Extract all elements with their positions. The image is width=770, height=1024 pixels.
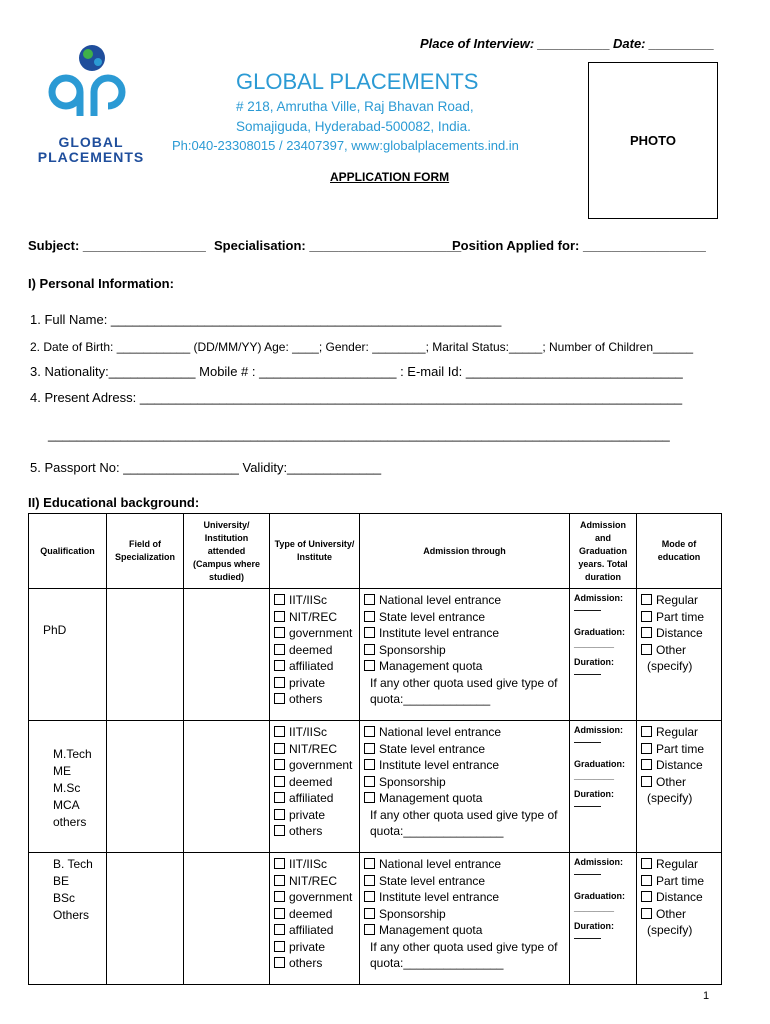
- checkbox[interactable]: [274, 908, 285, 919]
- type-option[interactable]: deemed: [274, 774, 355, 791]
- specialisation-field[interactable]: Specialisation: _____________________: [214, 238, 462, 253]
- checkbox[interactable]: [641, 726, 652, 737]
- checkbox[interactable]: [274, 677, 285, 688]
- mode-option[interactable]: Part time: [641, 741, 717, 758]
- position-field[interactable]: Position Applied for: _________________: [452, 238, 706, 253]
- checkbox[interactable]: [274, 891, 285, 902]
- admission-cell: [360, 853, 570, 985]
- type-option[interactable]: IIT/IISc: [274, 856, 355, 873]
- years-cell[interactable]: Admission: ——— Graduation: ________ Duration: ———: [570, 721, 637, 853]
- checkbox[interactable]: [641, 759, 652, 770]
- mode-option[interactable]: Part time: [641, 609, 717, 626]
- checkbox[interactable]: [364, 644, 375, 655]
- type-option[interactable]: government: [274, 889, 355, 906]
- admission-option[interactable]: Management quota: [364, 658, 565, 675]
- specify-label: (specify): [647, 923, 693, 937]
- mode-option[interactable]: Regular: [641, 856, 717, 873]
- col-type: Type of University/ Institute: [270, 514, 360, 589]
- checkbox[interactable]: [364, 611, 375, 622]
- qualification-cell: M.Tech ME M.Sc MCA others: [29, 721, 107, 853]
- type-cell: [270, 721, 360, 853]
- type-option[interactable]: deemed: [274, 642, 355, 659]
- checkbox[interactable]: [641, 627, 652, 638]
- admission-option[interactable]: State level entrance: [364, 741, 565, 758]
- university-cell[interactable]: [184, 721, 270, 853]
- checkbox[interactable]: [274, 644, 285, 655]
- admission-option[interactable]: Institute level entrance: [364, 625, 565, 642]
- page-number: 1: [703, 990, 710, 1002]
- mode-option[interactable]: Other: [641, 906, 717, 923]
- type-option[interactable]: affiliated: [274, 790, 355, 807]
- mode-cell: [637, 721, 722, 853]
- checkbox[interactable]: [641, 743, 652, 754]
- checkbox[interactable]: [274, 660, 285, 671]
- address-line1: # 218, Amrutha Ville, Raj Bhavan Road,: [236, 99, 474, 114]
- checkbox[interactable]: [364, 792, 375, 803]
- university-cell[interactable]: [184, 853, 270, 985]
- logo-text-global: GLOBAL: [58, 134, 124, 150]
- checkbox[interactable]: [364, 776, 375, 787]
- type-option[interactable]: IIT/IISc: [274, 592, 355, 609]
- type-option[interactable]: deemed: [274, 906, 355, 923]
- mode-option[interactable]: Distance: [641, 757, 717, 774]
- checkbox[interactable]: [274, 594, 285, 605]
- mode-option[interactable]: Distance: [641, 889, 717, 906]
- mode-cell: [637, 853, 722, 985]
- company-name: GLOBAL PLACEMENTS: [236, 69, 479, 94]
- admission-option[interactable]: Management quota: [364, 790, 565, 807]
- type-option[interactable]: private: [274, 939, 355, 956]
- personal-info-heading: I) Personal Information:: [28, 276, 174, 291]
- type-cell: [270, 589, 360, 721]
- education-heading: II) Educational background:: [28, 495, 200, 510]
- checkbox[interactable]: [364, 743, 375, 754]
- checkbox[interactable]: [274, 776, 285, 787]
- admission-option[interactable]: Sponsorship: [364, 642, 565, 659]
- nationality-line[interactable]: 3. Nationality:____________ Mobile # : ___________________ : E-mail Id: ______________________________: [30, 364, 683, 379]
- form-title: APPLICATION FORM: [330, 170, 450, 184]
- qualification-cell: [29, 589, 107, 721]
- mode-cell: [637, 589, 722, 721]
- admission-option[interactable]: Sponsorship: [364, 774, 565, 791]
- checkbox[interactable]: [641, 858, 652, 869]
- mode-option[interactable]: Regular: [641, 724, 717, 741]
- admission-option[interactable]: National level entrance: [364, 856, 565, 873]
- checkbox[interactable]: [364, 726, 375, 737]
- passport-line[interactable]: 5. Passport No: ________________ Validity:_____________: [30, 460, 382, 475]
- place-of-interview: Place of Interview: __________: [420, 36, 611, 51]
- checkbox[interactable]: [274, 941, 285, 952]
- checkbox[interactable]: [274, 858, 285, 869]
- type-option[interactable]: others: [274, 955, 355, 972]
- qualification: PhD: [43, 623, 67, 637]
- address-field[interactable]: 4. Present Adress: ___________________________________________________________________________: [30, 390, 683, 405]
- checkbox[interactable]: [364, 759, 375, 770]
- admission-option[interactable]: State level entrance: [364, 609, 565, 626]
- education-table: [28, 513, 722, 985]
- logo-text-placements: PLACEMENTS: [37, 149, 145, 165]
- type-option[interactable]: government: [274, 625, 355, 642]
- full-name-field[interactable]: 1. Full Name: ______________________________________________________: [30, 312, 502, 327]
- field-cell[interactable]: [107, 589, 184, 721]
- type-option[interactable]: affiliated: [274, 922, 355, 939]
- field-cell[interactable]: [107, 721, 184, 853]
- admission-option[interactable]: National level entrance: [364, 592, 565, 609]
- subject-field[interactable]: Subject: _________________: [28, 238, 206, 253]
- mode-option[interactable]: Regular: [641, 592, 717, 609]
- dob-line[interactable]: 2. Date of Birth: ___________ (DD/MM/YY) Age: ____; Gender: ________; Marital Status:_____; Number of Children______: [30, 340, 694, 354]
- years-cell[interactable]: Admission: ——— Graduation: ________ Duration: ———: [570, 853, 637, 985]
- admission-option[interactable]: National level entrance: [364, 724, 565, 741]
- company-logo: [26, 40, 156, 165]
- photo-box: [588, 62, 718, 219]
- mode-option[interactable]: Distance: [641, 625, 717, 642]
- mode-option[interactable]: Part time: [641, 873, 717, 890]
- checkbox[interactable]: [641, 891, 652, 902]
- admission-cell: [360, 721, 570, 853]
- checkbox[interactable]: [364, 908, 375, 919]
- admission-option[interactable]: Institute level entrance: [364, 757, 565, 774]
- table-row: [29, 721, 722, 853]
- checkbox[interactable]: [274, 792, 285, 803]
- table-row: [29, 853, 722, 985]
- photo-label: PHOTO: [630, 133, 676, 148]
- col-qualification: Qualification: [29, 514, 107, 589]
- type-option[interactable]: NIT/REC: [274, 873, 355, 890]
- checkbox[interactable]: [274, 825, 285, 836]
- checkbox[interactable]: [274, 611, 285, 622]
- other-quota-field[interactable]: If any other quota used give type of quota:_____________: [370, 675, 558, 706]
- mode-option[interactable]: Other: [641, 642, 717, 659]
- checkbox[interactable]: [274, 743, 285, 754]
- checkbox[interactable]: [274, 693, 285, 704]
- type-cell: [270, 853, 360, 985]
- contact-info: Ph:040-23308015 / 23407397, www:globalplacements.ind.in: [172, 138, 519, 153]
- interview-date: Date: _________: [613, 36, 715, 51]
- checkbox[interactable]: [364, 594, 375, 605]
- type-option[interactable]: NIT/REC: [274, 609, 355, 626]
- type-option[interactable]: private: [274, 807, 355, 824]
- checkbox[interactable]: [364, 891, 375, 902]
- checkbox[interactable]: [364, 875, 375, 886]
- table-row: [29, 589, 722, 721]
- checkbox[interactable]: [274, 875, 285, 886]
- type-option[interactable]: private: [274, 675, 355, 692]
- checkbox[interactable]: [641, 908, 652, 919]
- type-option[interactable]: others: [274, 691, 355, 708]
- qualification-cell: B. Tech BE BSc Others: [29, 853, 107, 985]
- col-years: Admission and Graduation years. Total duration: [570, 514, 637, 589]
- field-cell[interactable]: [107, 853, 184, 985]
- specify-label: (specify): [647, 791, 693, 805]
- checkbox[interactable]: [641, 644, 652, 655]
- type-option[interactable]: IIT/IISc: [274, 724, 355, 741]
- admission-option[interactable]: State level entrance: [364, 873, 565, 890]
- address-line2: Somajiguda, Hyderabad-500082, India.: [236, 119, 471, 134]
- admission-cell: [360, 589, 570, 721]
- col-university: University/ Institution attended (Campus where studied): [184, 514, 270, 589]
- checkbox[interactable]: [364, 858, 375, 869]
- col-field: Field of Specialization: [107, 514, 184, 589]
- admission-option[interactable]: Management quota: [364, 922, 565, 939]
- type-option[interactable]: affiliated: [274, 658, 355, 675]
- col-mode: Mode of education: [637, 514, 722, 589]
- checkbox[interactable]: [641, 776, 652, 787]
- col-admission-through: Admission through: [360, 514, 570, 589]
- checkbox[interactable]: [364, 660, 375, 671]
- checkbox[interactable]: [364, 627, 375, 638]
- years-cell[interactable]: Admission: ——— Graduation: ________ Duration: ———: [570, 589, 637, 721]
- other-quota-field[interactable]: If any other quota used give type of quota:_______________: [370, 939, 558, 970]
- checkbox[interactable]: [274, 759, 285, 770]
- checkbox[interactable]: [274, 627, 285, 638]
- table-header-row: [29, 514, 722, 589]
- mode-option[interactable]: Other: [641, 774, 717, 791]
- checkbox[interactable]: [364, 924, 375, 935]
- checkbox[interactable]: [274, 809, 285, 820]
- university-cell[interactable]: [184, 589, 270, 721]
- checkbox[interactable]: [274, 924, 285, 935]
- checkbox[interactable]: [641, 611, 652, 622]
- other-quota-field[interactable]: If any other quota used give type of quota:_______________: [370, 807, 558, 838]
- type-option[interactable]: government: [274, 757, 355, 774]
- admission-option[interactable]: Institute level entrance: [364, 889, 565, 906]
- checkbox[interactable]: [274, 726, 285, 737]
- checkbox[interactable]: [274, 957, 285, 968]
- specify-label: (specify): [647, 659, 693, 673]
- type-option[interactable]: others: [274, 823, 355, 840]
- type-option[interactable]: NIT/REC: [274, 741, 355, 758]
- checkbox[interactable]: [641, 594, 652, 605]
- checkbox[interactable]: [641, 875, 652, 886]
- admission-option[interactable]: Sponsorship: [364, 906, 565, 923]
- address-field-line2[interactable]: ______________________________________________________________________________________: [48, 427, 670, 442]
